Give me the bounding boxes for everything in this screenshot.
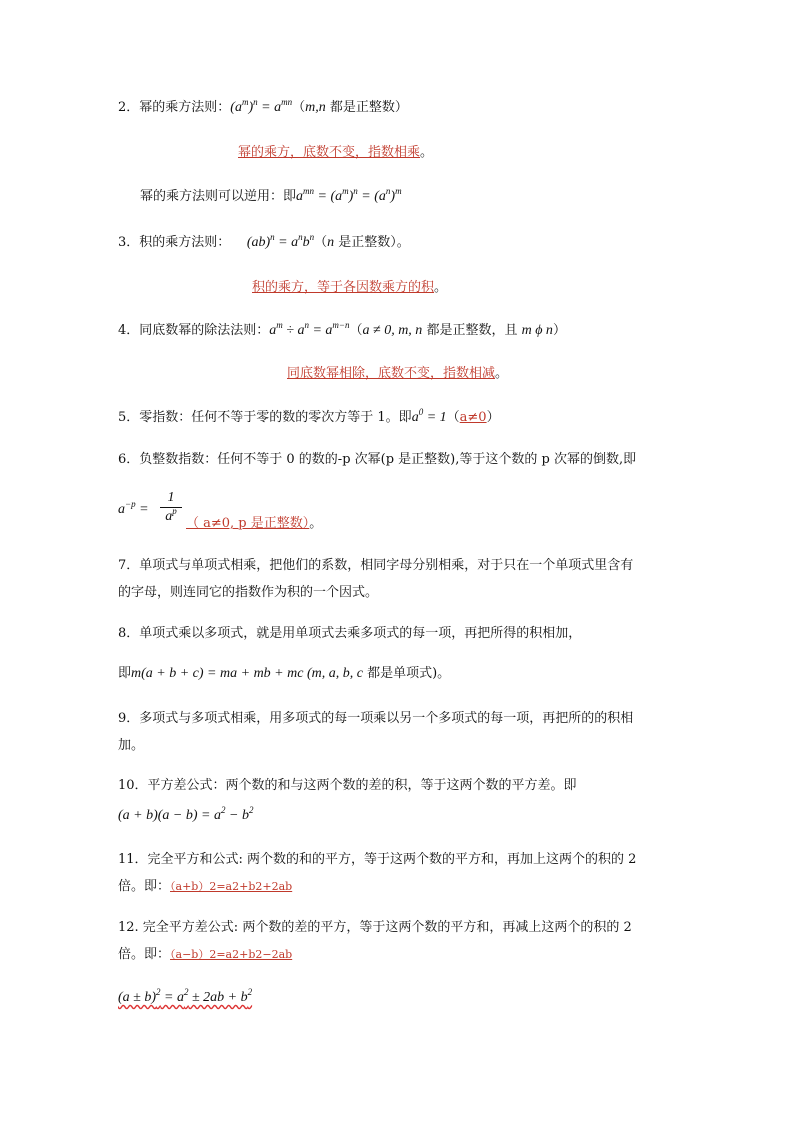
rule-4-summary-end: 。	[495, 366, 509, 381]
rule-4-summary	[287, 364, 508, 384]
rule-8-formula: 即m(a + b + c) = ma + mb + mc (m, a, b, c 都是单项式)。	[118, 666, 451, 681]
rule-4-summary-text: 同底数幂相除，底数不变，指数相减	[287, 366, 496, 381]
rule-12-formula-expanded: $(a \pm b)^2 = a^2 \pm 2ab + b^2$	[118, 987, 253, 1005]
rule-7-line-2: 的字母，则连同它的指数作为积的一个因式。	[118, 585, 379, 600]
rule-9-line-1: 9．多项式与多项式相乘，用多项式的每一项乘以另一个多项式的每一项，再把所的的积相	[118, 711, 634, 726]
rule-12-line-2	[118, 945, 292, 965]
fraction-numerator: 1	[167, 490, 175, 505]
rule-2-power-of-power: 2．幂的乘方法则：$(a^m)^n = a^{mn}(m,n$ 都是正整数）	[118, 97, 408, 115]
rule-3-summary-end: 。	[434, 280, 448, 295]
rule-8-line-1: 8．单项式乘以多项式，就是用单项式去乘多项式的每一项，再把所得的积相加，	[118, 626, 582, 641]
rule-3-summary-text: 积的乘方，等于各因数乘方的积	[252, 280, 435, 295]
rule-10-line-1: 10．平方差公式：两个数的和与这两个数的差的积，等于这两个数的平方差。即	[118, 778, 577, 793]
rule-6-formula-lhs: $a^{-p}$ =	[118, 499, 149, 517]
rule-9-line-2: 加。	[118, 738, 145, 753]
rule-3-power-of-product: 3．积的乘方法则： $(ab)^n = a^nb^n(n$ 是正整数）。	[118, 232, 410, 250]
rule-12-prefix: 倍。即：	[118, 947, 171, 962]
rule-2-inverse: 幂的乘方法则可以逆用：即$a^{mn} = (a^m)^n = (a^n)^m$	[140, 186, 402, 204]
rule-2-summary	[238, 143, 433, 163]
rule-11-prefix: 倍。即：	[118, 879, 171, 894]
rule-10-formula: $(a + b)(a - b) = a^2 - b^2$	[118, 805, 254, 823]
fraction-bar	[160, 507, 182, 508]
rule-2-summary-end: 。	[420, 145, 434, 160]
fraction-denominator: $a^p$	[165, 506, 177, 524]
rule-11-line-2	[118, 877, 292, 897]
rule-11-line-1: 11．完全平方和公式: 两个数的和的平方，等于这两个数的平方和，再加上这两个的积的 2	[118, 852, 637, 867]
rule-4-division: 4．同底数幂的除法法则：$a^m \div a^n = a^{m-n}(a \ne 0$, m, n 都是正整数，且 m ϕ n）	[118, 320, 566, 338]
rule-3-summary	[252, 278, 447, 298]
rule-5-condition: a≠0	[459, 410, 487, 425]
rule-6-condition-end: 。	[309, 516, 323, 531]
rule-6-fraction	[160, 490, 182, 525]
rule-11-formula: （a+b）2=a2+b2+2ab	[170, 880, 293, 893]
rule-12-formula: （a−b）2=a2+b2−2ab	[170, 948, 293, 961]
rule-6-condition	[186, 514, 322, 534]
rule-2-summary-text: 幂的乘方，底数不变，指数相乘	[238, 145, 421, 160]
rule-5-zero-exponent: 5．零指数：任何不等于零的数的零次方等于 1。即$a^0 = 1(a\ne 0)$	[118, 407, 500, 425]
rule-7-line-1: 7．单项式与单项式相乘，把他们的系数，相同字母分别相乘，对于只在一个单项式里含有	[118, 558, 634, 573]
rule-6-condition-text: （ a≠0, p 是正整数）	[186, 516, 310, 531]
rule-6-negative-exponent: 6．负整数指数：任何不等于 0 的数的-p 次幂(p 是正整数),等于这个数的 p 次幂的倒数,即	[118, 452, 637, 467]
rule-12-line-1: 12. 完全平方差公式: 两个数的差的平方，等于这两个数的平方和，再减上这两个的积的 2	[118, 920, 632, 935]
